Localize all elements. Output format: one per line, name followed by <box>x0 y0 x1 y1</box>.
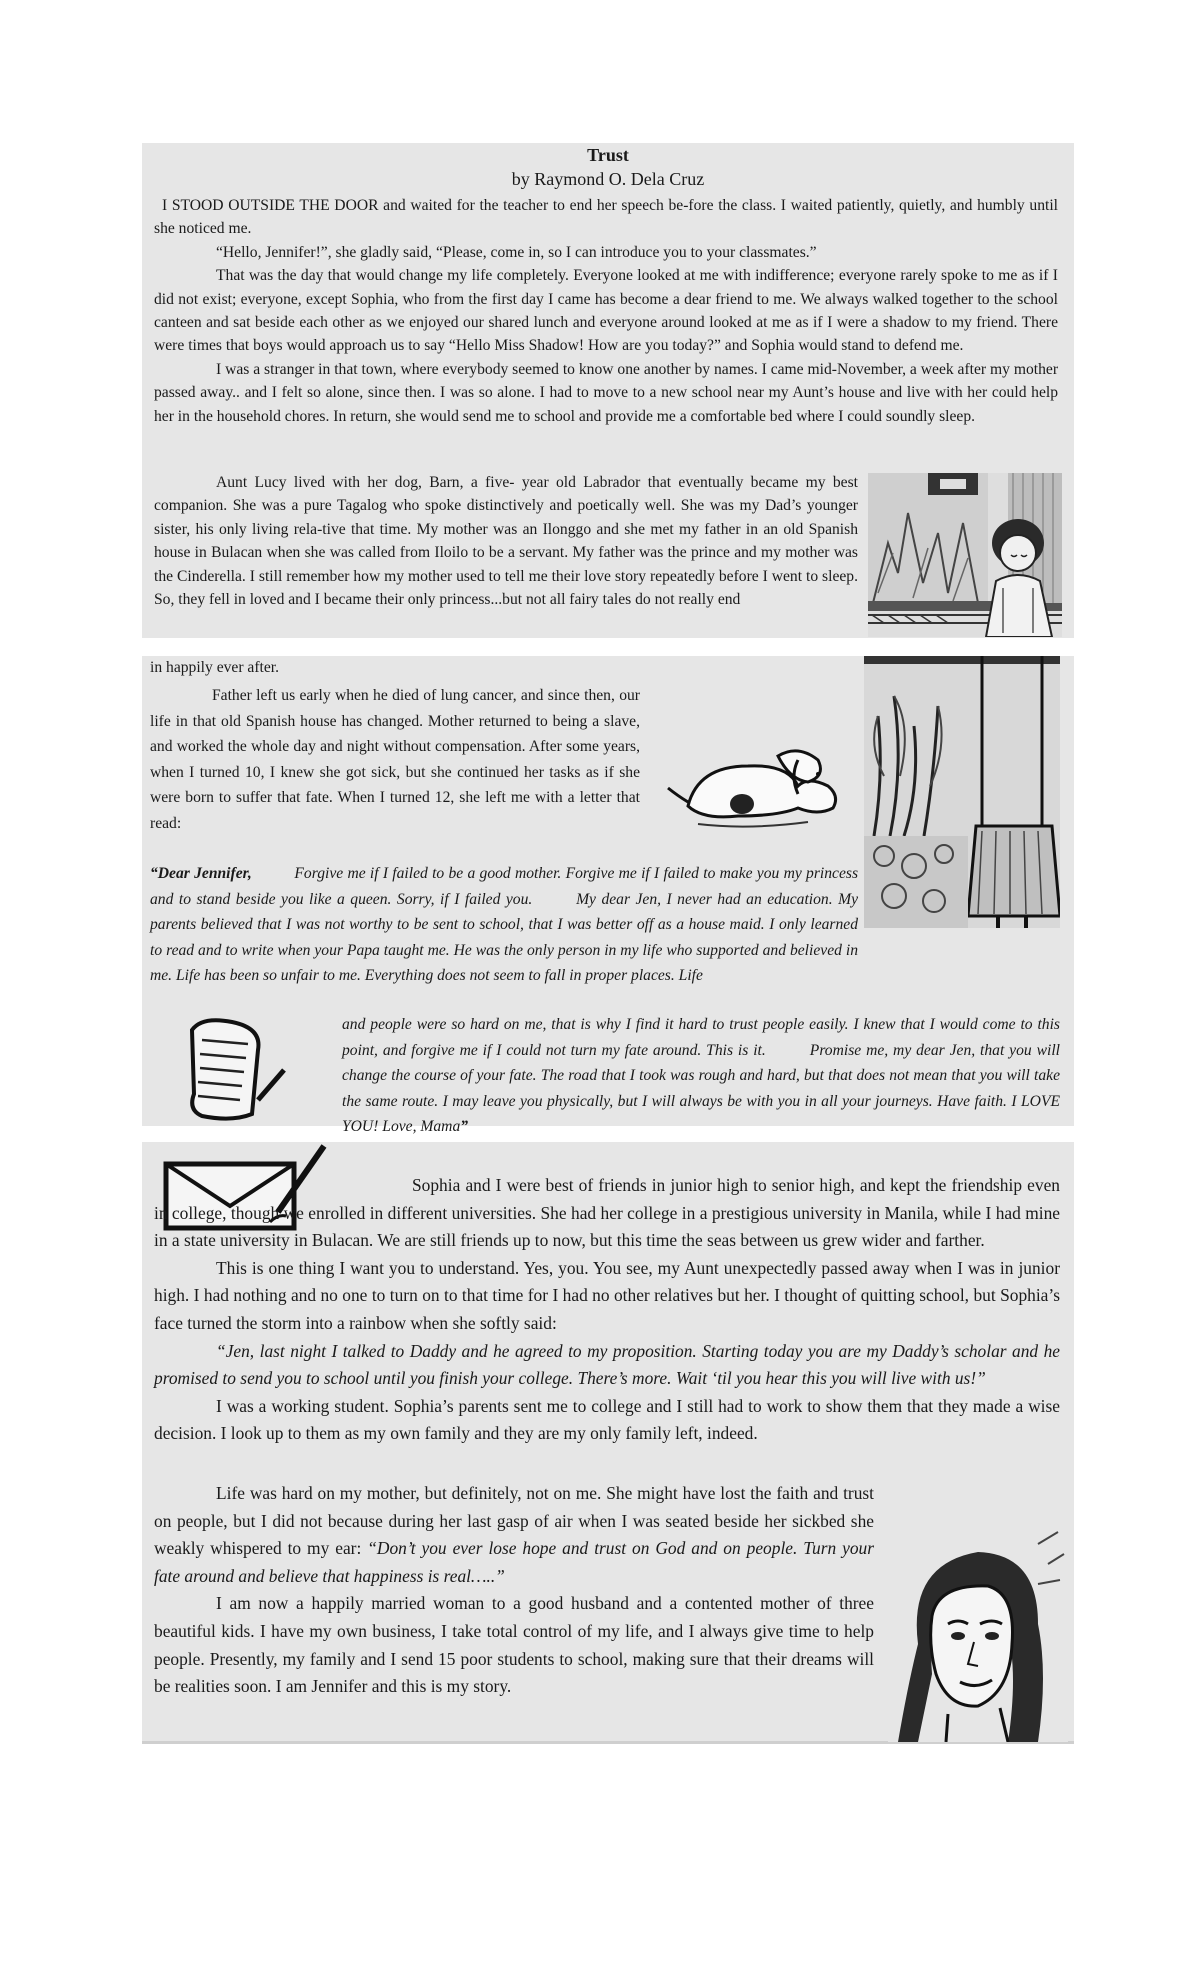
panel-3-text-bottom <box>154 1480 874 1701</box>
letter-scroll-illustration <box>172 1010 288 1126</box>
story-byline: by Raymond O. Dela Cruz <box>511 169 705 189</box>
panel-1-text-top <box>154 194 1058 428</box>
plants-illustration <box>864 656 1060 928</box>
letter-greeting: “Dear Jennifer, <box>150 865 252 882</box>
story-title: Trust <box>587 145 629 165</box>
paragraph-sophia-quote: “Jen, last night I talked to Daddy and he agreed to my proposition. Starting today you are my Daddy’s scholar and he promised to send you to school until you finish your college. There’s more. Wait ‘til you hear this you will live with us!” <box>154 1340 1060 1389</box>
story-panel-3 <box>142 1142 1074 1744</box>
letter-closing-quote: ” <box>460 1118 469 1135</box>
paragraph-hello: “Hello, Jennifer!”, she gladly said, “Please, come in, so I can introduce you to your classmates.” <box>216 243 817 261</box>
panel-2-text-top <box>150 656 650 836</box>
paragraph-father: Father left us early when he died of lung cancer, and since then, our life in that old Spanish house has changed. Mother returned to being a slave, and worked the whole day and night without compensation. After some years, when I turned 10, I knew she got sick, but she continued her tasks as if she were born to suffer that fate. When I turned 12, she left me with a letter that read: <box>150 687 640 832</box>
letter-hard-on-me: and people were so hard on me, that is why I find it hard to trust people easily. I knew that I would come to this point, and forgive me if I could not turn my fate around. This is it. <box>342 1016 1060 1059</box>
dog-illustration <box>658 716 844 836</box>
panel-1-text-aunt <box>154 471 858 611</box>
letter-promise: Promise me, my dear Jen, that you will change the course of your fate. The road that I took was rough and hard, but that does not mean that you will take the same route. I may leave you physically, but I will always be with you in all your journeys. Have faith. I LOVE YOU! Love, Mama <box>342 1041 1060 1135</box>
mother-last-words: “Don’t you ever lose hope and trust on God and on people. Turn your fate around and believe that happiness is real…..” <box>154 1538 874 1586</box>
letter-education: My dear Jen, I never had an education. My parents believed that I was not worthy to be sent to school, that I was better off as a house maid. I only learned to read and to write when your Papa taught me. He was the only person in my life who supported and believed in me. Life has been so unfair to me. Everything does not seem to fall in proper places. Life <box>150 890 858 984</box>
paragraph-life-hard: Life was hard on my mother, but definitely, not on me. She might have lost the faith and trust on people, but I did not because during her last gasp of air when I was seated beside her sickbed she weakly whispered to my ear: <box>154 1483 874 1559</box>
paragraph-sophia: Sophia and I were best of friends in junior high to senior high, and kept the friendship even in college, though we enrolled in different universities. She had her college in a prestigious university in Manila, while I had mine in a state university in Bulacan. We are still friends up to now, but this time the seas between us grew wider and farther. <box>154 1175 1060 1251</box>
paragraph-aunt-lucy: Aunt Lucy lived with her dog, Barn, a five- year old Labrador that eventually became my best companion. She was a pure Tagalog who spoke distinctively and poetically well. She was my Dad’s younger sister, his only living rela-tive that time. My mother was an Ilonggo and she met my father in an old Spanish house in Bulacan when she was called from Iloilo to be a servant. My father was the prince and my mother was the Cinderella. I still remember how my mother used to tell me their love story repeatedly before I went to sleep. So, they fell in loved and I became their only princess...but not all fairy tales do not really end <box>154 474 858 609</box>
paragraph-continuation: in happily ever after. <box>150 659 280 676</box>
paragraph-understand: This is one thing I want you to understand. Yes, you. You see, my Aunt unexpectedly passed away when I was in junior high. I had nothing and no one to turn on to that time for I had no other relatives but her. I thought of quitting school, but Sophia’s face turned the storm into a rainbow when she softly said: <box>154 1257 1060 1333</box>
paragraph-opening: I STOOD OUTSIDE THE DOOR and waited for the teacher to end her speech be-fore the class. I waited patiently, quietly, and humbly until she noticed me. <box>154 197 1058 238</box>
story-panel-1 <box>142 143 1074 638</box>
story-panel-2 <box>142 656 1074 1135</box>
panel-3-text <box>154 1172 1060 1448</box>
paragraph-ending: I am now a happily married woman to a good husband and a contented mother of three beautiful kids. I have my own business, I take total control of my life, and I always give time to help people. Presently, my family and I send 15 poor students to school, making sure that their dreams will be realities soon. I am Jennifer and this is my story. <box>154 1593 874 1697</box>
paragraph-stranger: I was a stranger in that town, where everybody seemed to know one another by names. I came mid-November, a week after my mother passed away.. and I felt so alone, since then. I was so alone. I had to move to a new school near my Aunt’s house and live with her could help her in the household chores. In return, she would send me to school and provide me a comfortable bed where I could soundly sleep. <box>154 360 1059 425</box>
letter-part-1 <box>150 861 858 989</box>
woman-portrait-illustration <box>888 1524 1068 1742</box>
paragraph-working-student: I was a working student. Sophia’s parents sent me to college and I still had to work to show them that they made a wise decision. I look up to them as my own family and they are my only family left, indeed. <box>154 1395 1060 1444</box>
girl-illustration <box>868 473 1062 637</box>
letter-part-2 <box>342 1012 1060 1140</box>
letter-forgive: Forgive me if I failed to be a good mother. Forgive me if I failed to make you my princess and to stand beside you like a queen. Sorry, if I failed you. <box>150 865 859 908</box>
paragraph-first-day: That was the day that would change my life completely. Everyone looked at me with indifference; everyone rarely spoke to me as if I did not exist; everyone, except Sophia, who from the first day I came has become a dear friend to me. We always walked together to the school canteen and sat beside each other as we enjoyed our shared lunch and everyone around looked at me as if I were a shadow to my friend. There were times that boys would approach us to say “Hello Miss Shadow! How are you today?” and Sophia would stand to defend me. <box>154 267 1058 355</box>
